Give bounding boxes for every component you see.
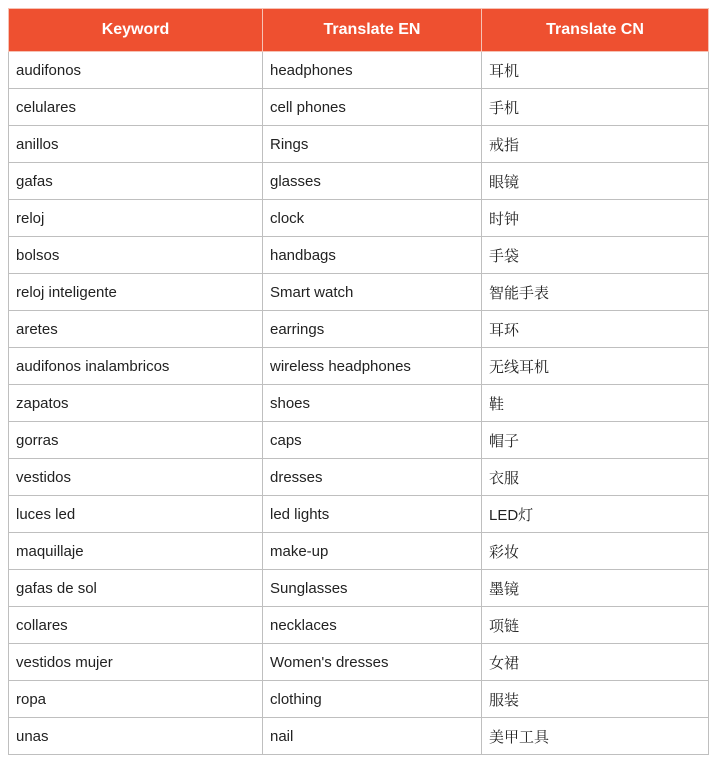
table-header (9, 9, 709, 52)
translate-en-cell: Sunglasses (263, 570, 482, 607)
translate-en-cell: clothing (263, 681, 482, 718)
keyword-translation-table (8, 8, 709, 755)
keyword-cell: gafas (9, 163, 263, 200)
translate-cn-cell: 帽子 (482, 422, 709, 459)
table-row (9, 570, 709, 607)
keyword-cell: reloj inteligente (9, 274, 263, 311)
table-row (9, 237, 709, 274)
table-row (9, 163, 709, 200)
table-row (9, 52, 709, 89)
table-row (9, 644, 709, 681)
table-row (9, 200, 709, 237)
keyword-cell: vestidos mujer (9, 644, 263, 681)
translate-cn-cell: 耳环 (482, 311, 709, 348)
keyword-cell: unas (9, 718, 263, 755)
translate-cn-cell: 无线耳机 (482, 348, 709, 385)
translate-en-cell: necklaces (263, 607, 482, 644)
translate-en-cell: glasses (263, 163, 482, 200)
translate-cn-cell: 女裙 (482, 644, 709, 681)
translate-en-cell: led lights (263, 496, 482, 533)
table-row (9, 681, 709, 718)
keyword-cell: audifonos inalambricos (9, 348, 263, 385)
translate-cn-cell: LED灯 (482, 496, 709, 533)
translate-en-cell: dresses (263, 459, 482, 496)
translate-cn-cell: 戒指 (482, 126, 709, 163)
keyword-cell: zapatos (9, 385, 263, 422)
table-row (9, 422, 709, 459)
translate-cn-cell: 鞋 (482, 385, 709, 422)
column-header-translate-cn: Translate CN (482, 9, 709, 52)
keyword-cell: ropa (9, 681, 263, 718)
keyword-cell: celulares (9, 89, 263, 126)
keyword-cell: maquillaje (9, 533, 263, 570)
translate-en-cell: cell phones (263, 89, 482, 126)
keyword-cell: audifonos (9, 52, 263, 89)
translate-en-cell: clock (263, 200, 482, 237)
table-row (9, 496, 709, 533)
keyword-cell: vestidos (9, 459, 263, 496)
table-row (9, 718, 709, 755)
translate-cn-cell: 手袋 (482, 237, 709, 274)
keyword-cell: anillos (9, 126, 263, 163)
translate-en-cell: shoes (263, 385, 482, 422)
table-row (9, 126, 709, 163)
keyword-cell: reloj (9, 200, 263, 237)
translate-cn-cell: 衣服 (482, 459, 709, 496)
translate-en-cell: Smart watch (263, 274, 482, 311)
translate-cn-cell: 耳机 (482, 52, 709, 89)
translate-cn-cell: 服装 (482, 681, 709, 718)
translate-cn-cell: 眼镜 (482, 163, 709, 200)
translate-en-cell: handbags (263, 237, 482, 274)
translate-en-cell: make-up (263, 533, 482, 570)
table-row (9, 607, 709, 644)
translate-cn-cell: 美甲工具 (482, 718, 709, 755)
keyword-cell: aretes (9, 311, 263, 348)
column-header-keyword: Keyword (9, 9, 263, 52)
translate-en-cell: caps (263, 422, 482, 459)
keyword-cell: gafas de sol (9, 570, 263, 607)
translate-en-cell: Women's dresses (263, 644, 482, 681)
table-row (9, 89, 709, 126)
translate-cn-cell: 手机 (482, 89, 709, 126)
keyword-cell: bolsos (9, 237, 263, 274)
translate-en-cell: nail (263, 718, 482, 755)
translate-cn-cell: 项链 (482, 607, 709, 644)
table-row (9, 348, 709, 385)
keyword-cell: luces led (9, 496, 263, 533)
translate-en-cell: wireless headphones (263, 348, 482, 385)
header-row (9, 9, 709, 52)
translate-en-cell: headphones (263, 52, 482, 89)
translate-cn-cell: 彩妆 (482, 533, 709, 570)
keyword-cell: collares (9, 607, 263, 644)
column-header-translate-en: Translate EN (263, 9, 482, 52)
translate-cn-cell: 时钟 (482, 200, 709, 237)
table-row (9, 385, 709, 422)
translate-cn-cell: 墨镜 (482, 570, 709, 607)
table-row (9, 274, 709, 311)
table-row (9, 311, 709, 348)
translate-en-cell: earrings (263, 311, 482, 348)
translate-en-cell: Rings (263, 126, 482, 163)
table-body (9, 52, 709, 755)
keyword-cell: gorras (9, 422, 263, 459)
translate-cn-cell: 智能手表 (482, 274, 709, 311)
table-row (9, 459, 709, 496)
table-row (9, 533, 709, 570)
